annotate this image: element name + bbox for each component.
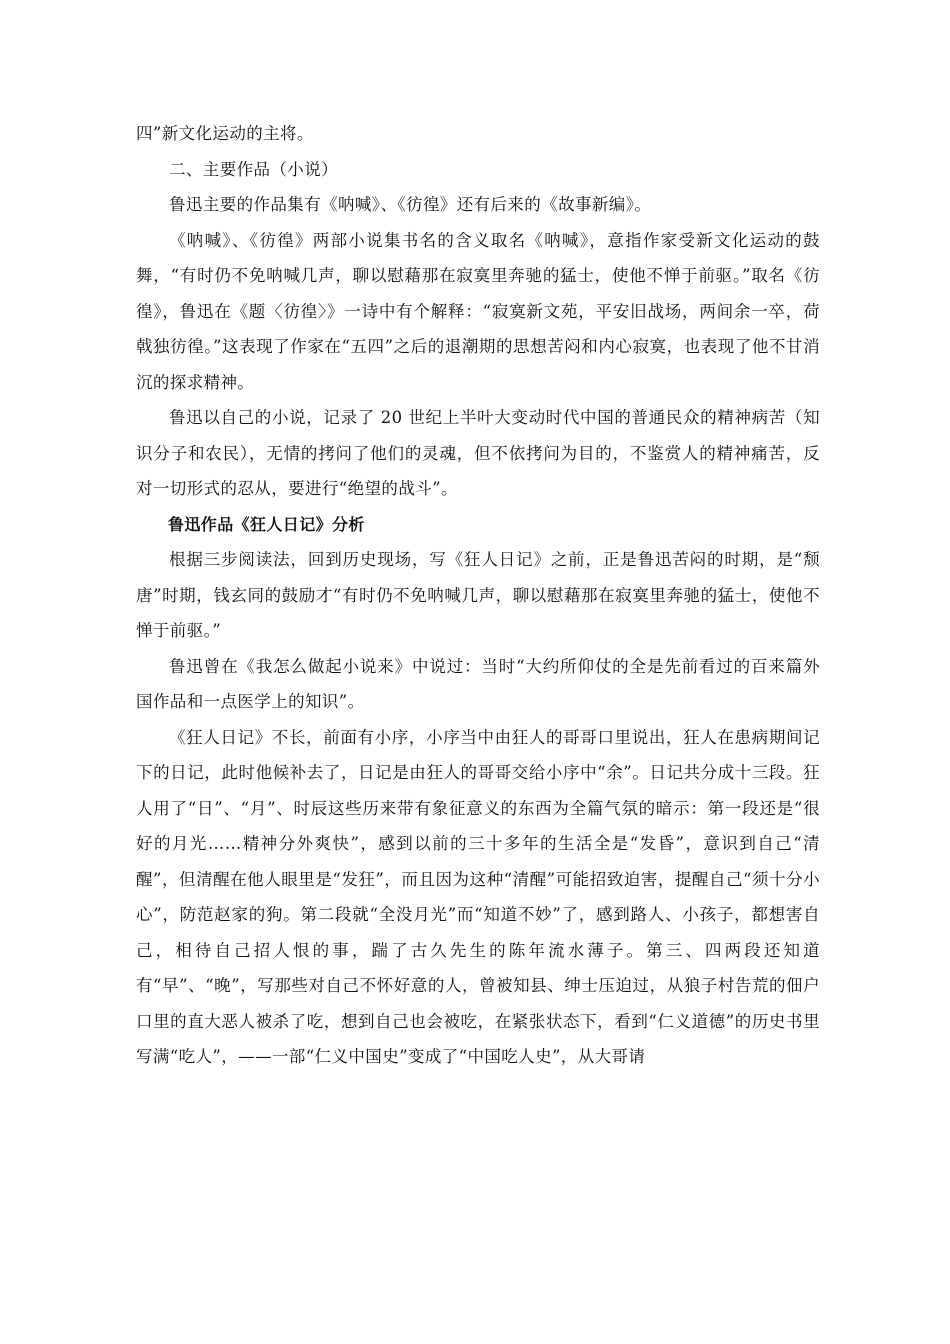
paragraph-collections: 鲁迅主要的作品集有《呐喊》、《彷徨》还有后来的《故事新编》。	[169, 195, 652, 214]
paragraph-continuation: 四”新文化运动的主将。	[136, 124, 314, 143]
paragraph-title-meaning: 《呐喊》、《彷徨》两部小说集书名的含义取名《呐喊》，意指作家受新文化运动的鼓舞，“有时仍不免呐喊几声，聊以慰藉那在寂寞里奔驰的猛士，使他不惮于前驱。”取名《彷徨》，鲁迅在《题〈彷徨〉》一诗中有个解释：“寂寞新文苑，平安旧战场，两间余一卒，荷戟独彷徨。”这表现了作家在“五四”之后的退潮期的思想苦闷和内心寂寞，也表现了他不甘消沉的探求精神。	[136, 230, 820, 392]
paragraph-author-quote: 鲁迅曾在《我怎么做起小说来》中说过：当时“大约所仰仗的全是先前看过的百来篇外国作品和一点医学上的知识”。	[136, 656, 820, 711]
section-title-main-works: 二、主要作品（小说）	[169, 159, 338, 179]
section-heading-madman-diary: 鲁迅作品《狂人日记》分析	[168, 514, 365, 534]
document-body	[136, 116, 820, 1075]
paragraph-historical-context: 根据三步阅读法，回到历史现场，写《狂人日记》之前，正是鲁迅苦闷的时期，是“颓唐”时期，钱玄同的鼓励才“有时仍不免呐喊几声，聊以慰藉那在寂寞里奔驰的猛士，使他不惮于前驱。”	[136, 550, 820, 640]
paragraph-diary-analysis: 《狂人日记》不长，前面有小序，小序当中由狂人的哥哥口里说出，狂人在患病期间记下的日记，此时他候补去了，日记是由狂人的哥哥交给小序中“余”。日记共分成十三段。狂人用了“日”、“月”、时辰这些历来带有象征意义的东西为全篇气氛的暗示：第一段还是“很好的月光……精神分外爽快”，感到以前的三十多年的生活全是“发昏”，意识到自己“清醒”，但清醒在他人眼里是“发狂”，而且因为这种“清醒”可能招致迫害，提醒自己“须十分小心”，防范赵家的狗。第二段就“全没月光”而“知道不妙”了，感到路人、小孩子，都想害自己，相待自己招人恨的事，踹了古久先生的陈年流水薄子。第三、四两段还知道有“早”、“晚”，写那些对自己不怀好意的人，曾被知县、绅士压迫过，从狼子村告荒的佃户口里的直大恶人被杀了吃，想到自己也会被吃，在紧张状态下，看到“仁义道德”的历史书里写满“吃人”，——一部“仁义中国史”变成了“中国吃人史”，从大哥请	[136, 727, 820, 1066]
paragraph-novels-record: 鲁迅以自己的小说，记录了 20 世纪上半叶大变动时代中国的普通民众的精神病苦（知识分子和农民），无情的拷问了他们的灵魂，但不依拷问为目的，不鉴赏人的精神痛苦，反对一切形式的忍从，要进行“绝望的战斗”。	[136, 408, 820, 498]
